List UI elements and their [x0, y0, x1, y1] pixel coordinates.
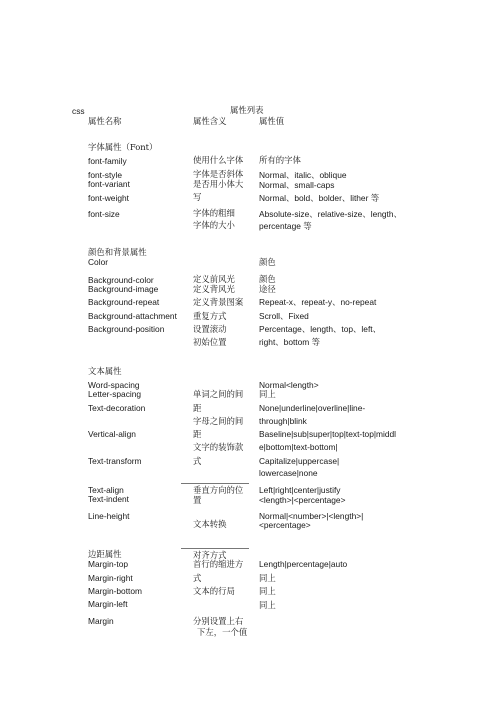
property-meaning: 字体的粗细: [193, 208, 235, 218]
property-meaning: 置: [193, 495, 202, 505]
property-meaning: 对齐方式: [193, 550, 227, 560]
property-meaning: 文字的装饰款: [193, 442, 244, 452]
header-name: 属性名称: [88, 116, 122, 126]
property-value: Scroll、Fixed: [259, 311, 309, 321]
property-value: 同上: [259, 573, 276, 583]
property-value: Capitalize|uppercase|: [259, 456, 340, 466]
property-name: Text-indent: [88, 494, 129, 504]
property-name: Background-image: [88, 284, 159, 294]
property-value: Normal、italic、oblique: [259, 170, 347, 180]
property-name: font-variant: [88, 179, 130, 189]
section-title-text: 文本属性: [88, 366, 122, 376]
property-value: Repeat-x、repeat-y、no-repeat: [259, 297, 377, 307]
property-value: None|underline|overline|line-: [259, 403, 366, 413]
property-meaning: 字体是否斜体: [193, 169, 244, 179]
property-name: Margin: [88, 616, 114, 626]
divider-line: [181, 548, 249, 549]
property-value: Normal、bold、bolder、lither 等: [259, 193, 380, 203]
section-title-color: 颜色和背景属性: [88, 247, 147, 257]
property-name: Text-transform: [88, 456, 142, 466]
property-value: Percentage、length、top、left、: [259, 324, 381, 334]
property-name: Background-position: [88, 324, 165, 334]
header-meaning: 属性含义: [193, 116, 227, 126]
property-name: Background-color: [88, 275, 154, 285]
property-name: Margin-bottom: [88, 586, 142, 596]
property-meaning: 距: [193, 429, 202, 439]
property-name: Letter-spacing: [88, 389, 142, 399]
table-title: 属性列表: [230, 105, 264, 115]
property-value: 颜色: [259, 274, 276, 284]
property-value: 同上: [259, 586, 276, 596]
property-value: <length>|<percentage>: [259, 495, 346, 505]
property-meaning: 垂直方向的位: [193, 485, 244, 495]
property-name: Word-spacing: [88, 380, 140, 390]
property-value: Baseline|sub|super|top|text-top|middl: [259, 429, 397, 439]
property-meaning: 首行的缩进方: [193, 559, 244, 569]
property-name: Line-height: [88, 511, 130, 521]
property-meaning: 文本的行局: [193, 586, 235, 596]
property-name: Vertical-align: [88, 429, 136, 439]
property-name: font-family: [88, 156, 127, 166]
property-value: Absolute-size、relative-size、length、: [259, 209, 402, 219]
property-value: percentage 等: [259, 221, 312, 231]
property-meaning: 初始位置: [193, 337, 227, 347]
property-name: Margin-top: [88, 559, 129, 569]
property-name: Background-repeat: [88, 297, 160, 307]
property-name: Text-decoration: [88, 403, 146, 413]
property-name: font-style: [88, 170, 122, 180]
property-meaning: 定义背风光: [193, 284, 235, 294]
property-value: Length|percentage|auto: [259, 559, 348, 569]
divider-line: [181, 483, 249, 484]
property-value: 所有的字体: [259, 155, 301, 165]
property-name: Background-attachment: [88, 311, 177, 321]
property-value: through|blink: [259, 416, 307, 426]
property-meaning: 定义前风光: [193, 274, 235, 284]
property-meaning: 文本转换: [193, 519, 227, 529]
property-meaning: 单词之间的间: [193, 389, 244, 399]
property-name: Text-align: [88, 485, 124, 495]
property-value: 途径: [259, 284, 276, 294]
section-title-margin: 边距属性: [88, 549, 122, 559]
property-value: Left|right|center|justify: [259, 485, 341, 495]
property-value: Normal|<number>|<length>|: [259, 511, 364, 521]
property-value: right、bottom 等: [259, 337, 320, 347]
property-value: Normal<length>: [259, 380, 319, 390]
property-meaning: 式: [193, 456, 202, 466]
property-value: 同上: [259, 389, 276, 399]
header-value: 属性值: [259, 116, 285, 126]
property-meaning: 重复方式: [193, 311, 227, 321]
property-meaning: 定义背景图案: [193, 297, 244, 307]
property-meaning: 设置滚动: [193, 324, 227, 334]
property-name: Margin-right: [88, 573, 133, 583]
property-meaning: 字体的大小: [193, 220, 235, 230]
section-subtitle-color: Color: [88, 257, 109, 267]
property-name: font-size: [88, 209, 120, 219]
property-meaning: 是否用小体大: [193, 179, 244, 189]
property-name: Margin-left: [88, 599, 128, 609]
property-value: lowercase|none: [259, 468, 318, 478]
section-title-font: 字体属性（Font）: [88, 142, 158, 152]
property-value: e|bottom|text-bottom|: [259, 442, 338, 452]
property-meaning: 距: [193, 403, 202, 413]
css-label: css: [72, 106, 85, 116]
property-name: font-weight: [88, 193, 129, 203]
property-value: 颜色: [259, 257, 276, 267]
property-value: Normal、small-caps: [259, 180, 335, 190]
property-value: 同上: [259, 600, 276, 610]
property-meaning: 字母之间的间: [193, 416, 244, 426]
property-meaning: 式: [193, 573, 202, 583]
property-meaning: 分别设置上右: [193, 616, 244, 626]
property-value: <percentage>: [259, 520, 311, 530]
property-meaning: 下左，一个值: [197, 627, 248, 637]
property-meaning: 写: [193, 192, 202, 202]
property-meaning: 使用什么字体: [193, 155, 244, 165]
